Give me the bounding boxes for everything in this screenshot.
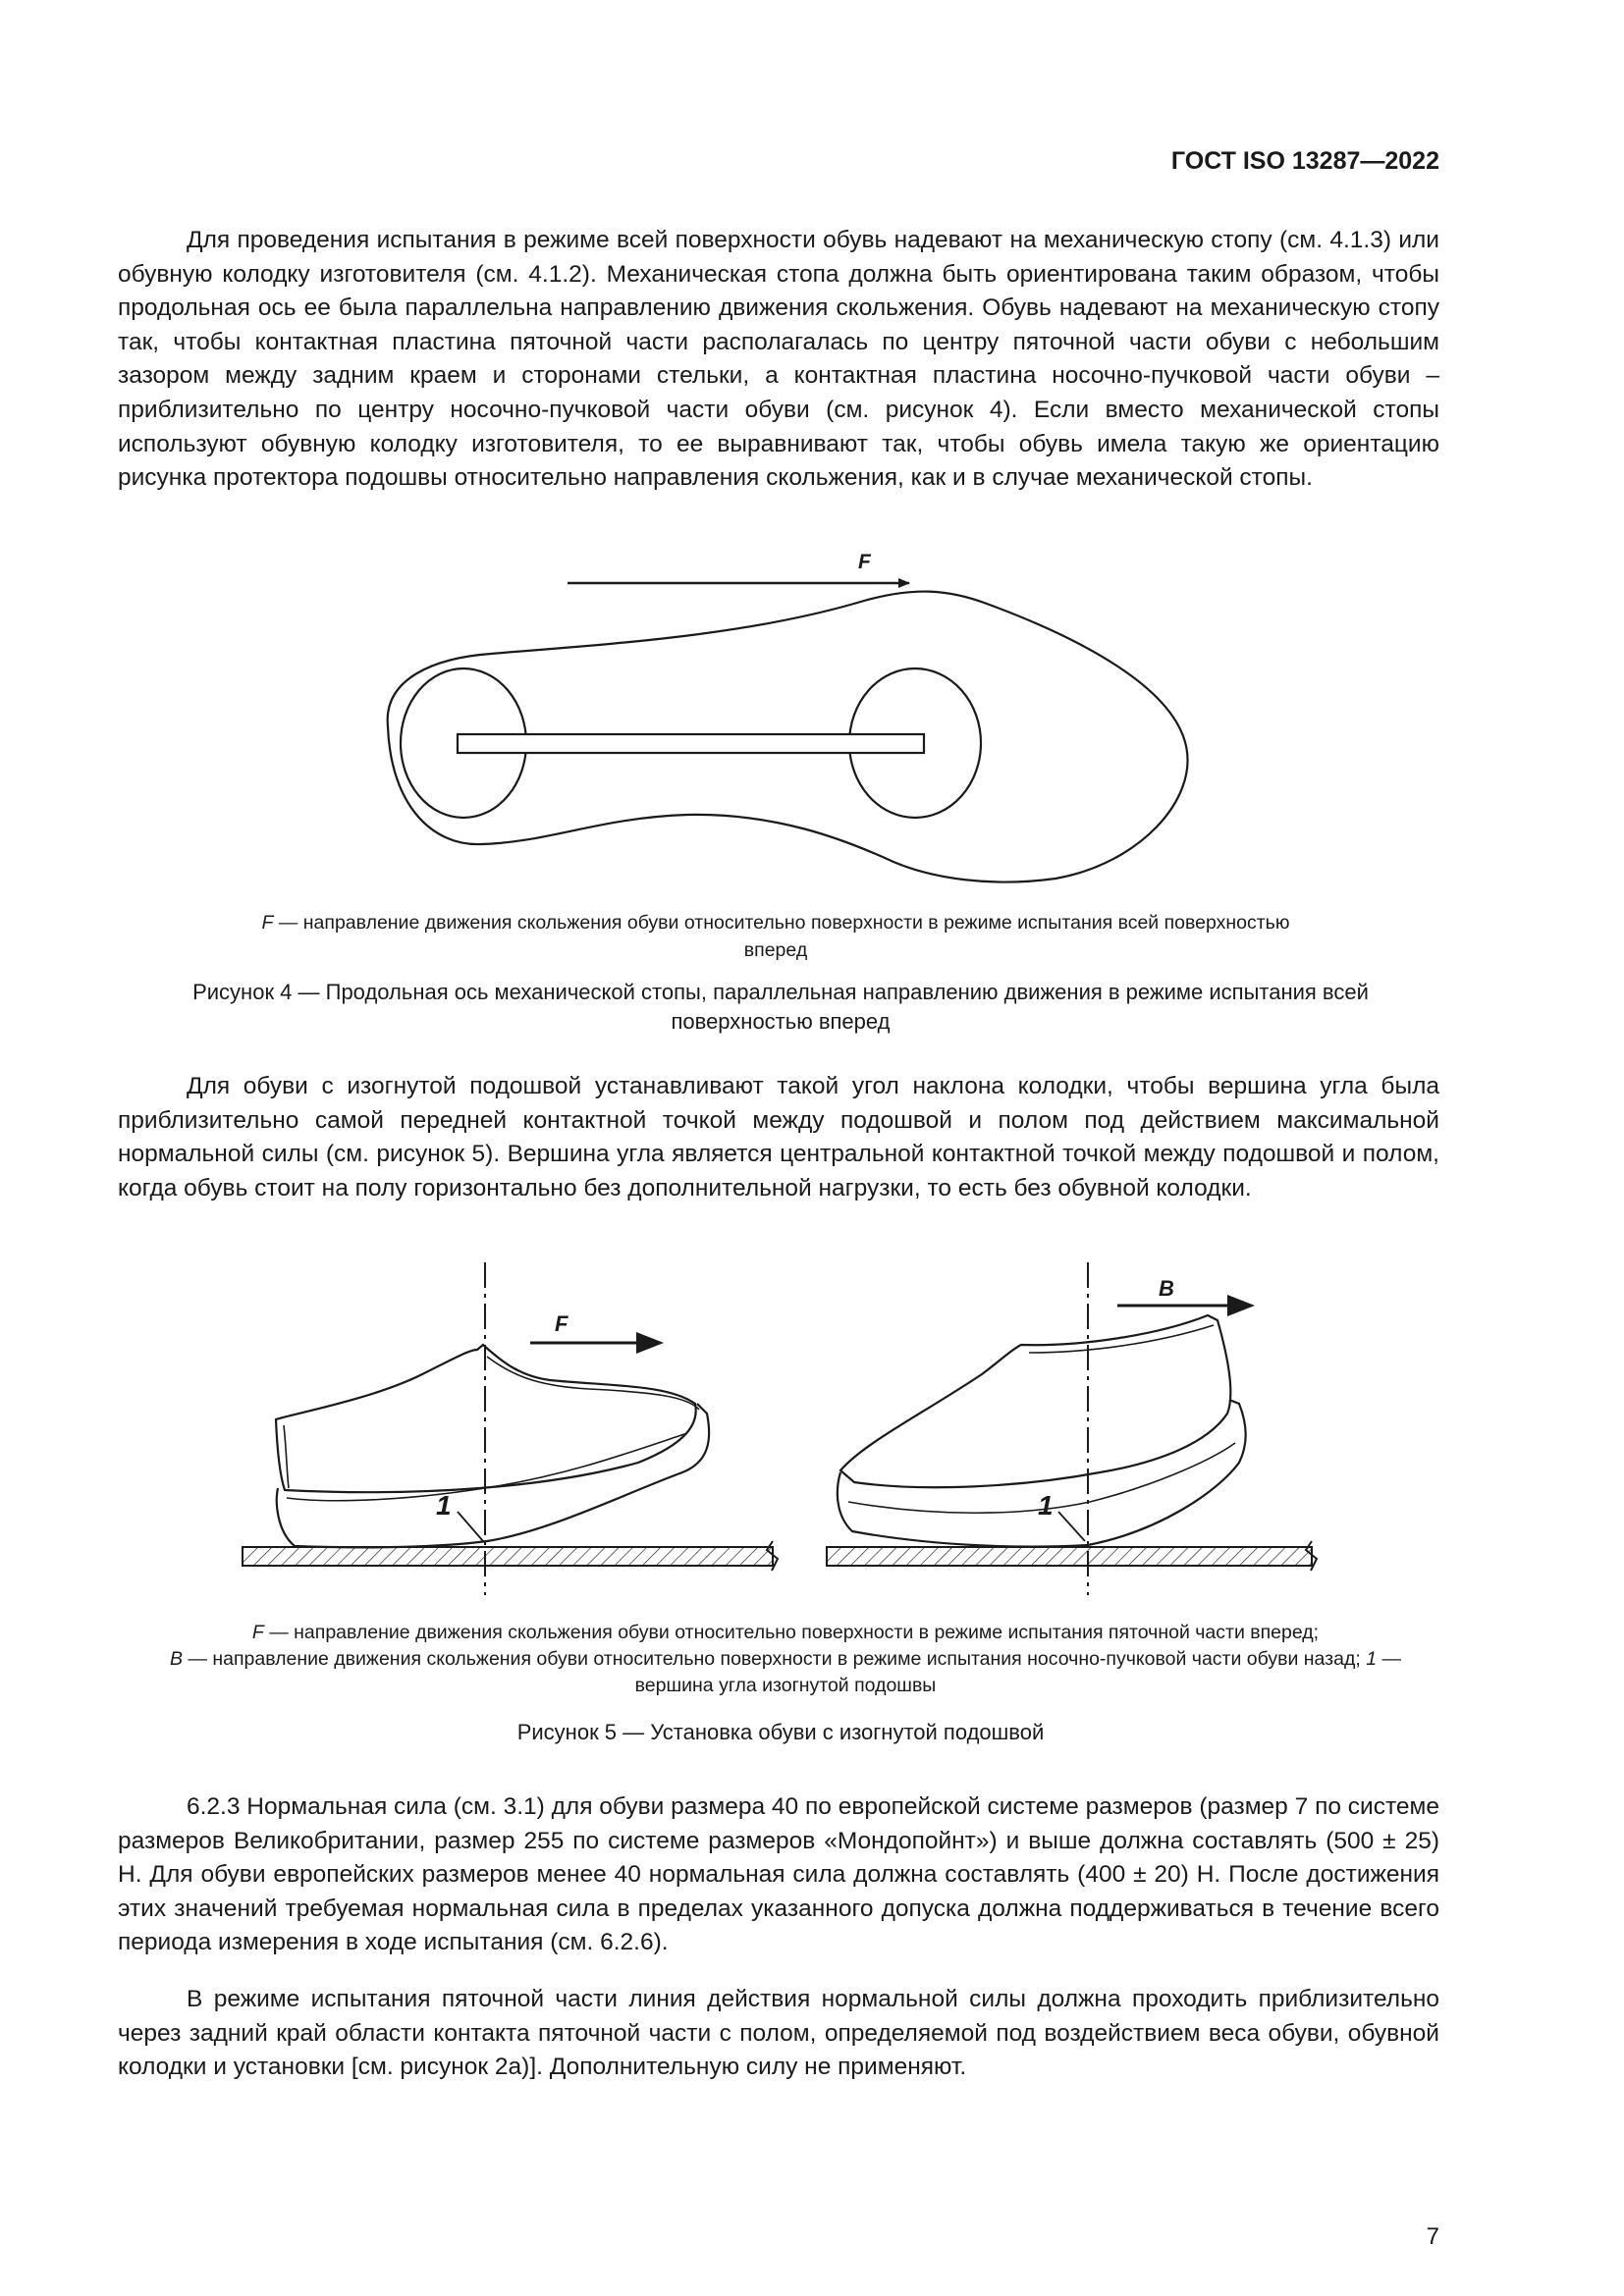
arrow-label-b-right: B [1159,1276,1174,1301]
legend-text-f: — направление движения скольжения обуви относительно поверхности в режиме испытания пяточной части вперед; [263,1622,1320,1643]
document-header: ГОСТ ISO 13287—2022 [1170,147,1439,175]
legend-symbol-b: B [170,1648,184,1670]
legend-symbol-f: F [261,912,274,934]
paragraph-text: В режиме испытания пяточной части линия действия нормальной силы должна проходить приблизительно через задний край области контакта пяточной части с полом, определяемой под воздействием веса обуви, обувной колодки и установки [см. рисунок 2a)]. Дополнительную силу не применяют. [118,1986,1439,2081]
arrow-label-f-left: F [555,1311,568,1336]
legend-text: — направление движения скольжения обуви относительно поверхности в режиме испытания всей поверхностью вперед [273,912,1290,961]
arrow-label-f: F [858,551,871,573]
legend-line-f [157,1620,1414,1646]
apex-marker-left: 1 [436,1490,452,1521]
paragraph-text: Для проведения испытания в режиме всей поверхности обувь надевают на механическую стопу (см. 4.1.3) или обувную колодку изготовителя (см. 4.1.2). Механическая стопа должна быть ориентирована таким образом, чтобы продольная ось ее была параллельна направлению движения скольжения. Обувь надевают на механическую стопу так, чтобы контактная пластина пяточной части располагалась по центру пяточной части обуви с небольшим зазором между задним краем и сторонами стельки, а контактная пластина носочно-пучковой части обуви – приблизительно по центру носочно-пучковой части обуви (см. рисунок 4). Если вместо механической стопы используют обувную колодку изготовителя, то ее выравнивают так, чтобы обувь имела такую же ориентацию рисунка протектора подошвы относительно направления скольжения, как и в случае механической стопы. [118,227,1439,492]
legend-symbol-1: 1 [1366,1648,1378,1670]
figure-4-caption: Рисунок 4 — Продольная ось механической стопы, параллельная направлению движения в режиме испытания всей поверхностью вперед [192,980,1369,1034]
shoe-upper-right [840,1315,1230,1487]
paragraph-heel-test-mode [118,1983,1439,2085]
legend-text-1: — вершина угла изогнутой подошвы [634,1648,1401,1696]
page-number: 7 [1426,2223,1439,2250]
apex-marker-right: 1 [1038,1490,1054,1521]
curved-sole-right [838,1400,1246,1547]
paragraph-normal-force [118,1790,1439,1960]
paragraph-text: 6.2.3 Нормальная сила (см. 3.1) для обуви размера 40 по европейской системе размеров (размер 7 по системе размеров Великобритании, размер 255 по системе размеров «Мондопойнт») и выше должна составлять (500 ± 25) Н. Для обуви европейских размеров менее 40 нормальная сила должна составлять (400 ± 20) Н. После достижения этих значений требуемая нормальная сила в пределах указанного допуска должна поддерживаться в течение всего периода измерения в ходе испытания (см. 6.2.6). [118,1793,1439,1956]
legend-line-b [157,1646,1414,1699]
legend-text-b: — направление движения скольжения обуви относительно поверхности в режиме испытания носочно-пучковой части обуви назад; [183,1648,1367,1670]
figure-5-legend [157,1620,1414,1699]
curved-sole-left [277,1404,709,1547]
floor-right [827,1547,1312,1566]
paragraph-text: Для обуви с изогнутой подошвой устанавливают такой угол наклона колодки, чтобы вершина угла была приблизительно самой передней контактной точкой между подошвой и полом под действием максимальной нормальной силы (см. рисунок 5). Вершина угла является центральной контактной точкой между подошвой и полом, когда обувь стоит на полу горизонтально без дополнительной нагрузки, то есть без обувной колодки. [118,1073,1439,1201]
figure-5-caption: Рисунок 5 — Установка обуви с изогнутой подошвой [516,1720,1045,1744]
floor-left [243,1547,773,1566]
legend-symbol-f: F [251,1622,264,1643]
